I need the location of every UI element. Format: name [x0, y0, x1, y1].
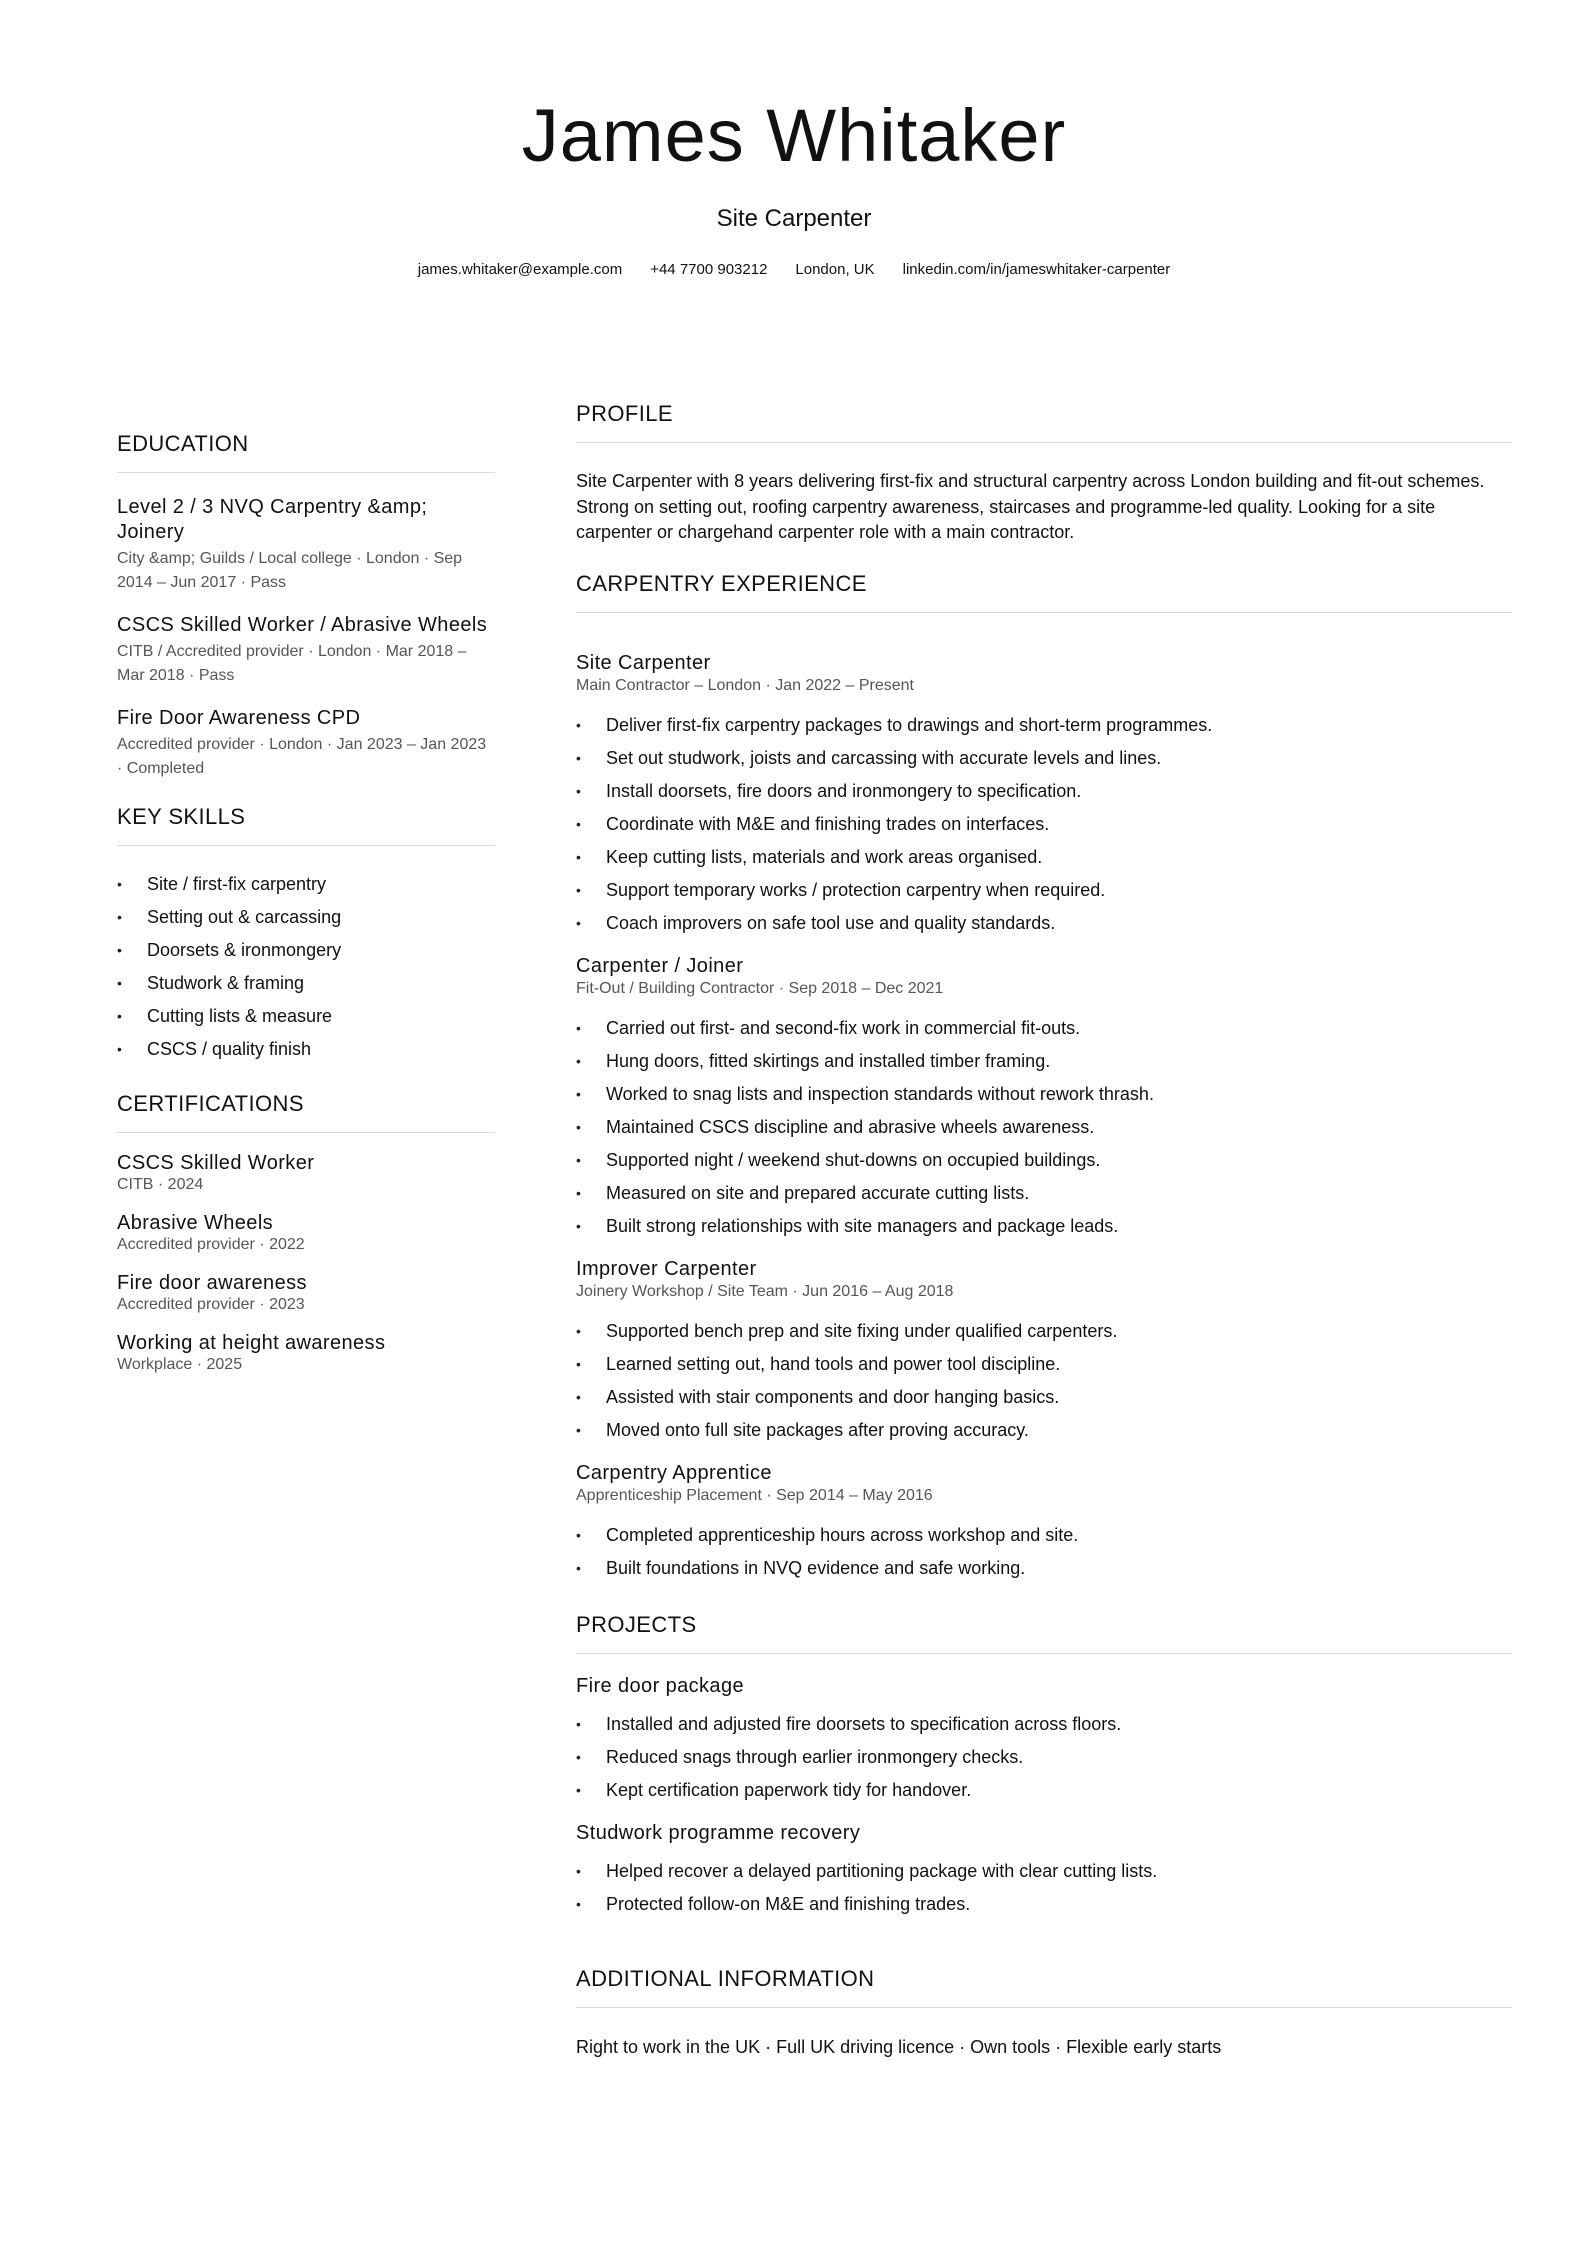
project-title: Studwork programme recovery: [576, 1821, 861, 1844]
contact-location: London, UK: [795, 261, 875, 278]
section-title: EDUCATION: [117, 431, 249, 456]
candidate-role: Site Carpenter: [716, 205, 872, 232]
project-title: Fire door package: [576, 1674, 745, 1697]
list-item: • Install doorsets, fire doors and ironmongery to specification.: [576, 775, 1512, 808]
certification-title: CSCS Skilled Worker: [117, 1152, 315, 1174]
divider: [117, 1132, 495, 1133]
list-item: • Carried out first- and second-fix work in commercial fit-outs.: [576, 1012, 1512, 1045]
list-item: • Maintained CSCS discipline and abrasive wheels awareness.: [576, 1111, 1512, 1144]
contact-line: [0, 260, 1588, 280]
education-title: Fire Door Awareness CPD: [117, 707, 361, 729]
divider: [117, 472, 495, 473]
job-entry: [576, 954, 1512, 1243]
section-title: PROJECTS: [576, 1611, 697, 1637]
list-item: • Measured on site and prepared accurate cutting lists.: [576, 1177, 1512, 1210]
list-item: • Built strong relationships with site managers and package leads.: [576, 1210, 1512, 1243]
certification-meta: CITB · 2024: [117, 1176, 204, 1193]
list-item: • Set out studwork, joists and carcassing with accurate levels and lines.: [576, 742, 1512, 775]
certification-item: [117, 1331, 495, 1375]
job-entry: [576, 1461, 1512, 1585]
projects-section: [576, 1611, 1512, 1921]
list-item: • Kept certification paperwork tidy for handover.: [576, 1774, 1512, 1807]
profile-summary: Site Carpenter with 8 years delivering first-fix and structural carpentry across London building and fit-out schemes. Strong on setting out, roofing carpentry awareness, staircases and programme-led quality. Looking for a site carpenter or chargehand carpenter role with a main contractor.: [576, 471, 1485, 542]
experience-section: [576, 570, 1512, 1585]
right-column: [576, 400, 1512, 2060]
list-item: • Moved onto full site packages after proving accuracy.: [576, 1414, 1512, 1447]
list-item: • Helped recover a delayed partitioning package with clear cutting lists.: [576, 1855, 1512, 1888]
section-title: ADDITIONAL INFORMATION: [576, 1965, 875, 1991]
list-item: • Built foundations in NVQ evidence and safe working.: [576, 1552, 1512, 1585]
certification-title: Abrasive Wheels: [117, 1212, 274, 1234]
list-item: • Cutting lists & measure: [117, 1000, 495, 1033]
job-entry: [576, 1257, 1512, 1447]
job-bullets: [576, 709, 1512, 940]
skills-section: [117, 803, 495, 1066]
job-meta: Joinery Workshop / Site Team · Jun 2016 – Aug 2018: [576, 1282, 954, 1300]
list-item: • Coach improvers on safe tool use and quality standards.: [576, 907, 1512, 940]
certifications-section: [117, 1090, 495, 1375]
list-item: • Supported night / weekend shut-downs on occupied buildings.: [576, 1144, 1512, 1177]
section-title: KEY SKILLS: [117, 804, 246, 829]
candidate-name: James Whitaker: [521, 94, 1067, 177]
job-bullets: [576, 1012, 1512, 1243]
list-item: • Studwork & framing: [117, 967, 495, 1000]
certification-item: [117, 1211, 495, 1255]
list-item: • Worked to snag lists and inspection standards without rework thrash.: [576, 1078, 1512, 1111]
list-item: • Protected follow-on M&E and finishing trades.: [576, 1888, 1512, 1921]
certification-meta: Accredited provider · 2023: [117, 1296, 305, 1313]
list-item: • Doorsets & ironmongery: [117, 934, 495, 967]
project-entry: [576, 1674, 1512, 1807]
certification-meta: Accredited provider · 2022: [117, 1236, 305, 1253]
divider: [576, 2007, 1512, 2008]
list-item: • Deliver first-fix carpentry packages to drawings and short-term programmes.: [576, 709, 1512, 742]
job-title: Improver Carpenter: [576, 1257, 757, 1280]
education-meta: City &amp; Guilds / Local college · London · Sep 2014 – Jun 2017 · Pass: [117, 550, 463, 591]
certification-meta: Workplace · 2025: [117, 1356, 243, 1373]
list-item: • Learned setting out, hand tools and power tool discipline.: [576, 1348, 1512, 1381]
list-item: • Keep cutting lists, materials and work areas organised.: [576, 841, 1512, 874]
list-item: • Supported bench prep and site fixing under qualified carpenters.: [576, 1315, 1512, 1348]
list-item: • Support temporary works / protection carpentry when required.: [576, 874, 1512, 907]
contact-linkedin[interactable]: linkedin.com/in/jameswhitaker-carpenter: [902, 261, 1171, 278]
certification-item: [117, 1271, 495, 1315]
job-title: Carpenter / Joiner: [576, 954, 744, 977]
additional-info: Right to work in the UK · Full UK driving licence · Own tools · Flexible early starts: [576, 2036, 1222, 2057]
education-title: CSCS Skilled Worker / Abrasive Wheels: [117, 614, 488, 636]
list-item: • Completed apprenticeship hours across workshop and site.: [576, 1519, 1512, 1552]
job-title: Site Carpenter: [576, 651, 711, 674]
project-bullets: [576, 1855, 1512, 1921]
job-bullets: [576, 1519, 1512, 1585]
job-meta: Fit-Out / Building Contractor · Sep 2018 – Dec 2021: [576, 979, 944, 997]
resume-header: [0, 88, 1588, 280]
job-bullets: [576, 1315, 1512, 1447]
job-meta: Main Contractor – London · Jan 2022 – Present: [576, 676, 914, 694]
contact-phone[interactable]: +44 7700 903212: [650, 261, 768, 278]
list-item: • Coordinate with M&E and finishing trades on interfaces.: [576, 808, 1512, 841]
education-item: [117, 613, 495, 688]
skills-list: [117, 868, 495, 1066]
divider: [576, 1653, 1512, 1654]
project-bullets: [576, 1708, 1512, 1807]
section-title: CERTIFICATIONS: [117, 1091, 304, 1116]
divider: [576, 612, 1512, 613]
list-item: • Installed and adjusted fire doorsets to specification across floors.: [576, 1708, 1512, 1741]
contact-email[interactable]: james.whitaker@example.com: [417, 261, 623, 278]
job-title: Carpentry Apprentice: [576, 1461, 772, 1484]
section-title: PROFILE: [576, 401, 673, 426]
section-title: CARPENTRY EXPERIENCE: [576, 570, 867, 596]
project-entry: [576, 1821, 1512, 1921]
additional-section: [576, 1965, 1512, 2060]
profile-section: [576, 400, 1512, 546]
certification-item: [117, 1151, 495, 1195]
education-meta: CITB / Accredited provider · London · Mar 2018 – Mar 2018 · Pass: [117, 643, 467, 684]
list-item: • Hung doors, fitted skirtings and installed timber framing.: [576, 1045, 1512, 1078]
certification-title: Working at height awareness: [117, 1332, 386, 1354]
job-meta: Apprenticeship Placement · Sep 2014 – May 2016: [576, 1486, 933, 1504]
list-item: • Assisted with stair components and door hanging basics.: [576, 1381, 1512, 1414]
education-item: [117, 706, 495, 781]
left-column: [117, 430, 495, 1375]
education-section: [117, 430, 495, 781]
list-item: • Site / first-fix carpentry: [117, 868, 495, 901]
certification-title: Fire door awareness: [117, 1272, 307, 1294]
list-item: • Reduced snags through earlier ironmongery checks.: [576, 1741, 1512, 1774]
education-meta: Accredited provider · London · Jan 2023 – Jan 2023 · Completed: [117, 736, 487, 777]
list-item: • Setting out & carcassing: [117, 901, 495, 934]
education-item: [117, 495, 495, 595]
divider: [117, 845, 495, 846]
list-item: • CSCS / quality finish: [117, 1033, 495, 1066]
education-title: Level 2 / 3 NVQ Carpentry &amp; Joinery: [117, 496, 428, 543]
job-entry: [576, 651, 1512, 940]
divider: [576, 442, 1512, 443]
